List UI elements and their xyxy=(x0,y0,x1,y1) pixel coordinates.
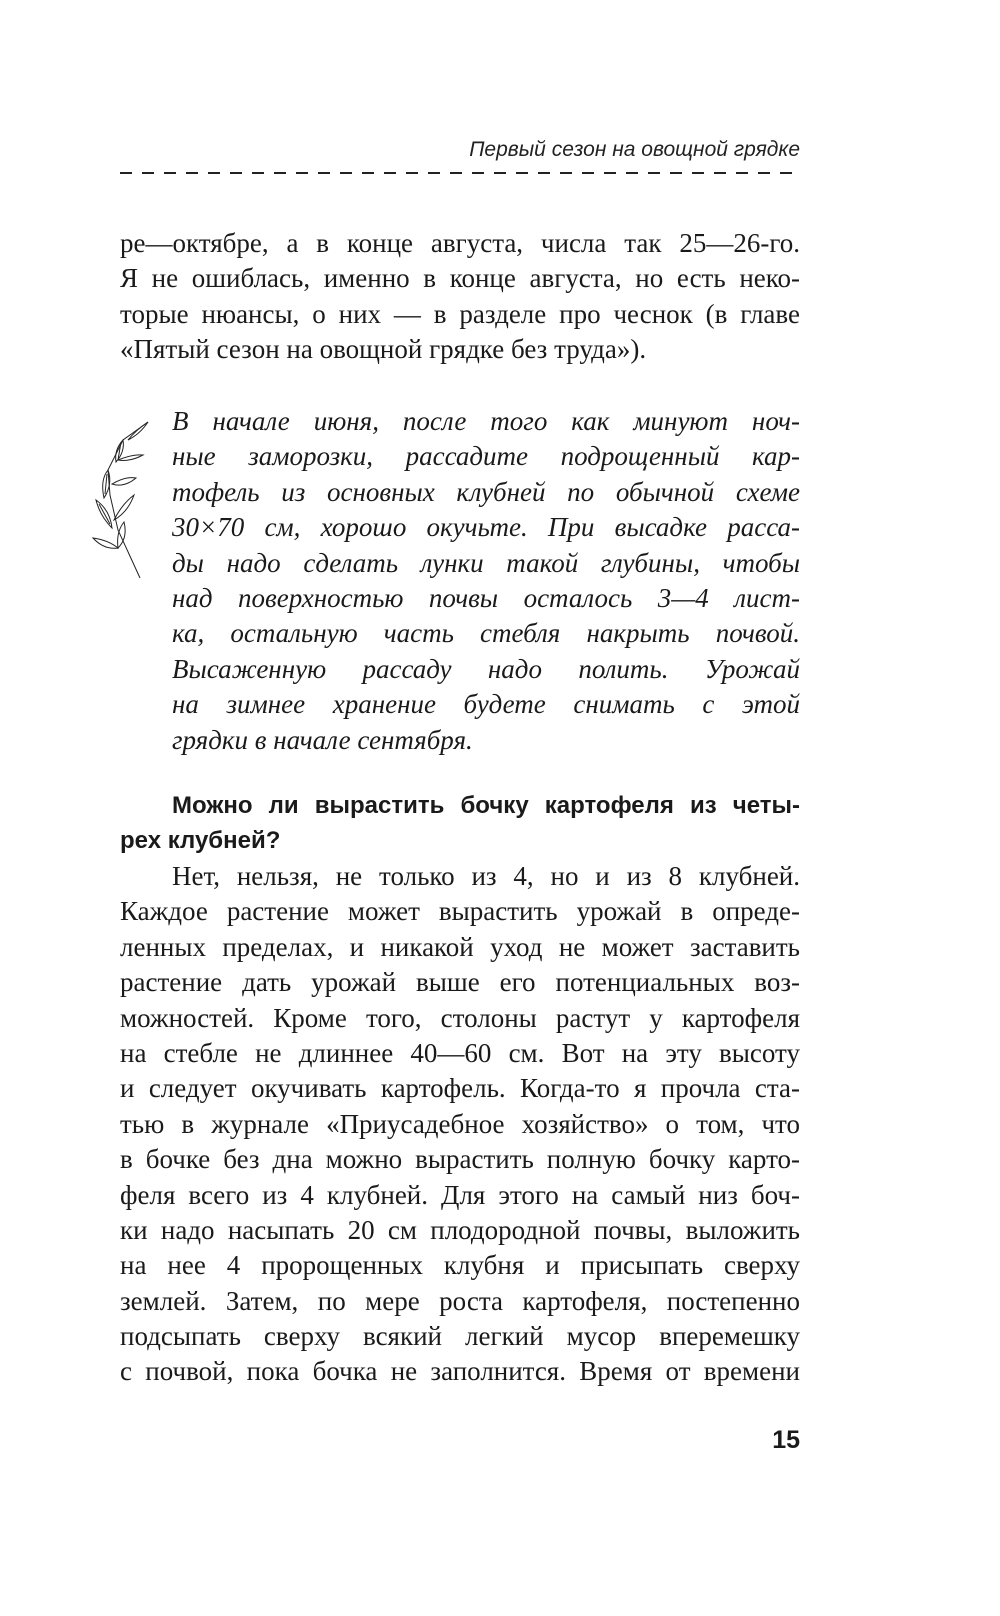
text-line: ленных пределах, и никакой уход не может заставить xyxy=(120,931,800,962)
text-line: ре—октябре, а в конце августа, числа так 25—26-го. xyxy=(120,228,800,258)
text-line: Я не ошиблась, именно в конце августа, но есть неко- xyxy=(120,263,800,294)
leaf-branch-icon xyxy=(78,410,158,580)
text-line: Каждое растение может вырастить урожай в опреде- xyxy=(120,896,800,927)
text-line: В начале июня, после того как минуют ноч- xyxy=(172,406,800,436)
section-heading xyxy=(120,788,800,859)
text-line: Высаженную рассаду надо полить. Урожай xyxy=(172,653,800,684)
text-line: на стебле не длиннее 40—60 см. Вот на эту высоту xyxy=(120,1037,800,1068)
text-line: «Пятый сезон на овощной грядке без труда»). xyxy=(120,334,647,365)
text-line: над поверхностью почвы осталось 3—4 лист- xyxy=(172,582,800,613)
text-line: на зимнее хранение будете снимать с этой xyxy=(172,689,800,720)
text-line: ды надо сделать лунки такой глубины, чтобы xyxy=(172,547,800,578)
running-header: Первый сезон на овощной грядке xyxy=(469,138,800,161)
tip-block xyxy=(172,404,800,758)
text-line: и следует окучивать картофель. Когда-то я прочла ста- xyxy=(120,1073,800,1104)
heading-line: рех клубней? xyxy=(120,827,281,855)
text-line: 30×70 см, хорошо окучьте. При высадке расса- xyxy=(172,512,800,543)
text-line: ка, остальную часть стебля накрыть почвой. xyxy=(172,618,800,649)
text-line: ные заморозки, рассадите подрощенный кар- xyxy=(172,441,800,472)
text-line: тью в журнале «Приусадебное хозяйство» о том, что xyxy=(120,1108,800,1139)
paragraph-1 xyxy=(120,226,800,368)
header-divider xyxy=(120,172,800,174)
text-line: землей. Затем, по мере роста картофеля, постепенно xyxy=(120,1285,800,1316)
text-line: растение дать урожай выше его потенциальных воз- xyxy=(120,967,800,998)
text-line: ки надо насыпать 20 см плодородной почвы, выложить xyxy=(120,1214,800,1245)
text-line: в бочке без дна можно вырастить полную бочку карто- xyxy=(120,1144,800,1175)
text-line: торые нюансы, о них — в разделе про чеснок (в главе xyxy=(120,298,800,329)
text-line: можностей. Кроме того, столоны растут у картофеля xyxy=(120,1002,800,1033)
text-line: на нее 4 пророщенных клубня и присыпать сверху xyxy=(120,1250,800,1281)
text-line: с почвой, пока бочка не заполнится. Время от времени xyxy=(120,1356,800,1387)
text-line: Нет, нельзя, не только из 4, но и из 8 клубней. xyxy=(172,861,800,891)
heading-line: Можно ли вырастить бочку картофеля из четы- xyxy=(172,792,800,819)
paragraph-2 xyxy=(120,859,800,1390)
text-line: тофель из основных клубней по обычной схеме xyxy=(172,476,800,507)
text-line: подсыпать сверху всякий легкий мусор вперемешку xyxy=(120,1321,800,1352)
text-line: феля всего из 4 клубней. Для этого на самый низ боч- xyxy=(120,1179,800,1210)
text-line: грядки в начале сентября. xyxy=(172,724,473,755)
page-number: 15 xyxy=(772,1426,800,1454)
